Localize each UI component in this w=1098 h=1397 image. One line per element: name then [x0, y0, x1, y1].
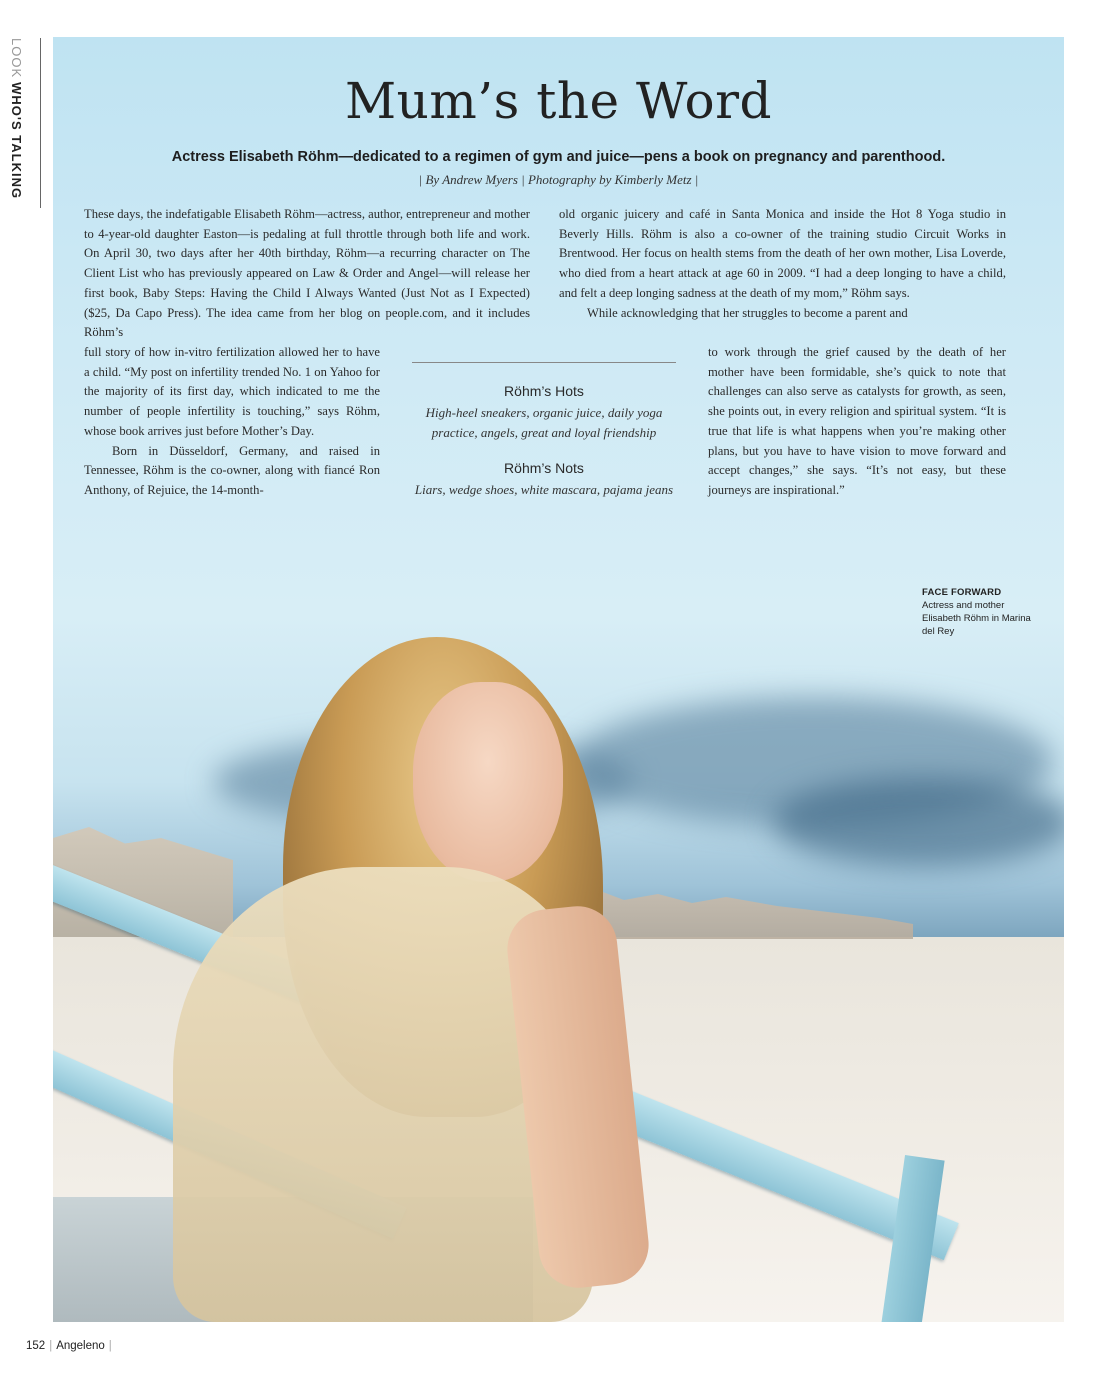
hots-text: High-heel sneakers, organic juice, daily yoga practice, angels, great and loyal friendship — [425, 405, 663, 440]
paragraph: to work through the grief caused by the death of her mother have been formidable, she’s quick to note that challenges can also serve as catalysts for growth, as seen, she points out, in every religion and spiritual system. “It is true that life is what happens when you’re making other plans, but you have to have vision to move forward and accept changes,” she says. “It’s not easy, but these journeys are inspirational.” — [708, 345, 1006, 497]
paragraph: Born in Düsseldorf, Germany, and raised in Tennessee, Röhm is the co-owner, along with fiancé Ron Anthony, of Rejuice, the 14-month- — [84, 443, 380, 497]
magazine-name: Angeleno — [56, 1340, 105, 1352]
spine-section: LOOK — [9, 38, 24, 79]
paragraph: While acknowledging that her struggles to become a parent and — [587, 305, 908, 320]
caption-head: FACE FORWARD — [922, 587, 1002, 598]
body-column-2-bottom — [708, 343, 1006, 501]
spine-label — [9, 38, 24, 199]
sidebar-rule — [412, 362, 676, 363]
spine-title: WHO'S TALKING — [9, 82, 24, 200]
paragraph: full story of how in-vitro fertilization allowed her to have a child. “My post on infertility trended No. 1 on Yahoo for the majority of its first day, which indicated to me the number of people infertility is touching,” says Röhm, whose book arrives just before Mother’s Day. — [84, 345, 380, 438]
folio-separator: | — [108, 1340, 112, 1352]
paragraph: old organic juicery and café in Santa Monica and inside the Hot 8 Yoga studio in Beverly Hills. Röhm is also a co-owner of the training studio Circuit Works in Brentwood. Her focus on health stems from the death of her own mother, Lisa Loverde, who died from a heart attack at age 60 in 2009. “I had a deep longing to have a child, and felt a deep longing sadness at the death of my mom,” Röhm says. — [559, 207, 1006, 300]
deck-subhead: Actress Elisabeth Röhm—dedicated to a regimen of gym and juice—pens a book on pregnancy and parenthood. — [171, 149, 946, 165]
body-column-2-top — [559, 205, 1006, 323]
hots-nots-sidebar — [412, 362, 676, 517]
hots-title: Röhm’s Hots — [504, 383, 584, 399]
headline: Mum’s the Word — [344, 72, 773, 130]
page-number: 152 — [26, 1340, 46, 1352]
body-column-1-top — [84, 205, 530, 343]
portrait-figure — [113, 597, 673, 1322]
face — [413, 682, 563, 882]
page-folio — [26, 1340, 116, 1352]
photo-caption — [922, 586, 1032, 638]
paragraph: These days, the indefatigable Elisabeth Röhm—actress, author, entrepreneur and mother to 4-year-old daughter Easton—is pedaling at full throttle through both life and work. On April 30, two days after her 40th birthday, Röhm—a recurring character on The Client List who has previously appeared on Law & Order and Angel—will release her first book, Baby Steps: Having the Child I Always Wanted (Just Not as I Expected) ($25, Da Capo Press). The idea came from her blog on people.com, and it includes Röhm’s — [84, 207, 530, 340]
spine-divider — [40, 38, 41, 208]
section-spine — [9, 38, 48, 238]
body-column-1-bottom — [84, 343, 380, 501]
cloud-shape — [773, 777, 1064, 867]
folio-separator: | — [49, 1340, 53, 1352]
byline: | By Andrew Myers | Photography by Kimberly Metz | — [418, 172, 699, 187]
nots-text: Liars, wedge shoes, white mascara, pajama jeans — [414, 482, 674, 497]
caption-text: Actress and mother Elisabeth Röhm in Marina del Rey — [922, 600, 1031, 637]
nots-title: Röhm’s Nots — [504, 460, 584, 476]
